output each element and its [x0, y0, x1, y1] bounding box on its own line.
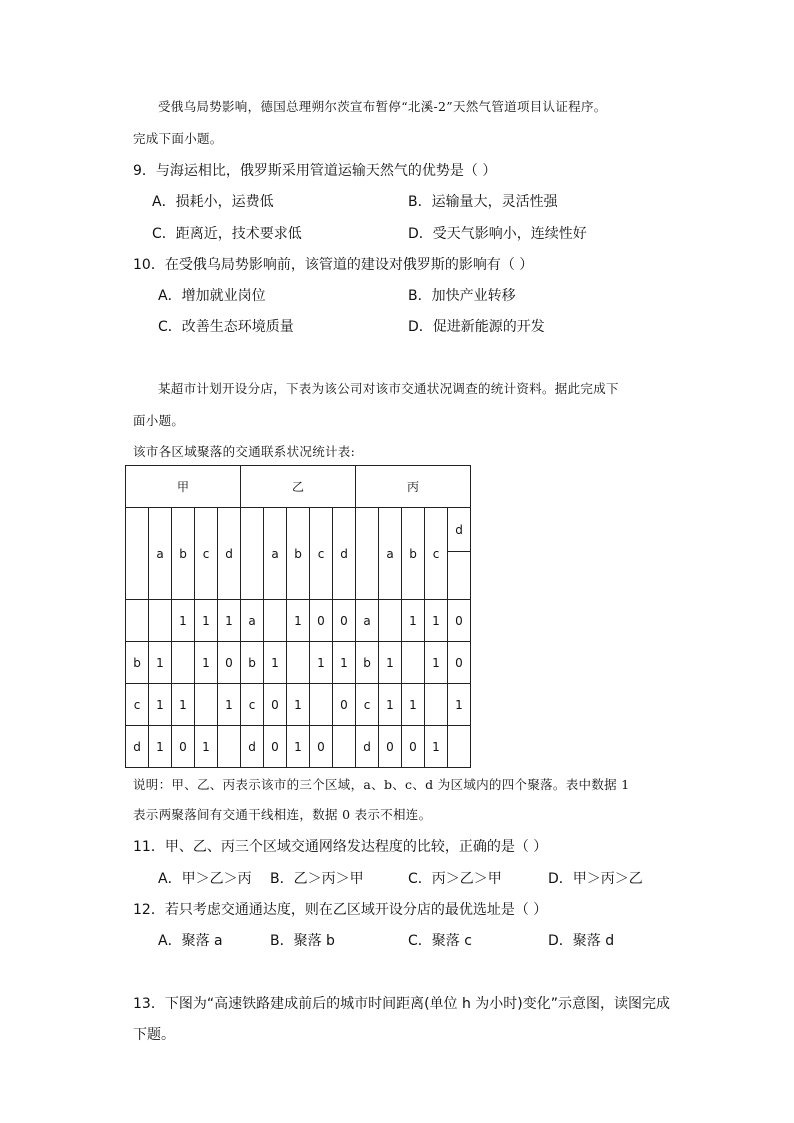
question-9-stem: 9．与海运相比，俄罗斯采用管道运输天然气的优势是（ ） [133, 163, 497, 179]
table-cell [218, 726, 241, 768]
table-cell: 0 [218, 642, 241, 684]
col-header-b: b [402, 508, 425, 600]
intro-text-line2: 完成下面小题。 [133, 131, 223, 146]
question-11-option-a[interactable]: A．甲＞乙＞丙 [158, 871, 252, 887]
table-cell: 0 [172, 726, 195, 768]
table-row [126, 600, 471, 642]
question-12-stem: 12．若只考虑交通通达度，则在乙区域开设分店的最优选址是（ ） [133, 902, 548, 918]
intro-text-line1: 受俄乌局势影响，德国总理朔尔茨宣布暂停“北溪-2”天然气管道项目认证程序。 [158, 99, 607, 114]
table-cell: 0 [310, 600, 333, 642]
table-cell: 0 [333, 600, 356, 642]
table-cell: 1 [172, 600, 195, 642]
table-cell: 1 [333, 642, 356, 684]
table-row [126, 642, 471, 684]
table-cell: b [356, 642, 379, 684]
question-9-option-c[interactable]: C．距离近，技术要求低 [152, 226, 302, 242]
table-cell: 0 [264, 726, 287, 768]
table-cell: c [126, 684, 149, 726]
table-cell [333, 726, 356, 768]
table-cell: 1 [195, 726, 218, 768]
table-cell: d [126, 726, 149, 768]
corner-cell [356, 508, 379, 600]
table-cell: 1 [149, 684, 172, 726]
table-cell: 1 [287, 726, 310, 768]
table-cell: 1 [448, 684, 471, 726]
table-cell: 1 [425, 600, 448, 642]
table-cell: c [241, 684, 264, 726]
table-cell [149, 600, 172, 642]
table-cell: 1 [402, 600, 425, 642]
table-cell: 1 [195, 600, 218, 642]
question-10-option-c[interactable]: C．改善生态环境质量 [158, 319, 294, 335]
empty-cell [448, 552, 471, 600]
table-cell: a [356, 600, 379, 642]
table-cell: 1 [287, 684, 310, 726]
table-cell: d [241, 726, 264, 768]
table-cell: 1 [425, 642, 448, 684]
table-cell: 1 [402, 684, 425, 726]
col-header-d: d [448, 508, 471, 552]
corner-cell [241, 508, 264, 600]
question-10-stem: 10．在受俄乌局势影响前，该管道的建设对俄罗斯的影响有（ ） [133, 257, 534, 273]
question-11-option-c[interactable]: C．丙＞乙＞甲 [408, 871, 502, 887]
table-cell [425, 684, 448, 726]
intro2-text-line2: 面小题。 [133, 413, 185, 428]
traffic-connection-table [125, 465, 471, 768]
table-cell: 0 [448, 642, 471, 684]
question-11-stem: 11．甲、乙、丙三个区域交通网络发达程度的比较，正确的是（ ） [133, 839, 548, 855]
table-row [126, 726, 471, 768]
table-cell [195, 684, 218, 726]
col-header-b: b [287, 508, 310, 600]
question-12-option-d[interactable]: D．聚落 d [548, 933, 615, 949]
table-cell: 1 [379, 642, 402, 684]
question-12-option-b[interactable]: B．聚落 b [270, 933, 335, 949]
table-cell: 0 [264, 684, 287, 726]
table-cell [264, 600, 287, 642]
table-cell [172, 642, 195, 684]
table-cell [126, 600, 149, 642]
region-header-bing: 丙 [356, 466, 471, 508]
table-cell [310, 684, 333, 726]
table-cell: 1 [379, 684, 402, 726]
col-header-c: c [425, 508, 448, 600]
question-13-stem-line1: 13．下图为“高速铁路建成前后的城市时间距离(单位 h 为小时)变化”示意图，读图完成 [133, 996, 671, 1012]
table-cell: 1 [218, 600, 241, 642]
table-cell: 0 [402, 726, 425, 768]
question-13-stem-line2: 下题。 [133, 1027, 175, 1043]
table-cell: 1 [172, 684, 195, 726]
table-cell: 0 [310, 726, 333, 768]
table-cell: 0 [333, 684, 356, 726]
question-10-option-d[interactable]: D．促进新能源的开发 [408, 319, 545, 335]
table-cell: b [241, 642, 264, 684]
col-header-d: d [333, 508, 356, 600]
table-cell: 1 [310, 642, 333, 684]
table-cell [448, 726, 471, 768]
table-cell: 1 [287, 600, 310, 642]
table-cell: 1 [195, 642, 218, 684]
table-cell: 1 [425, 726, 448, 768]
question-12-option-c[interactable]: C．聚落 c [408, 933, 472, 949]
col-header-a: a [379, 508, 402, 600]
question-12-option-a[interactable]: A．聚落 a [158, 933, 223, 949]
table-cell: 0 [448, 600, 471, 642]
region-header-yi: 乙 [241, 466, 356, 508]
question-9-option-d[interactable]: D．受天气影响小，连续性好 [408, 226, 587, 242]
table-cell: c [356, 684, 379, 726]
table-cell: 0 [379, 726, 402, 768]
col-header-b: b [172, 508, 195, 600]
question-11-option-b[interactable]: B．乙＞丙＞甲 [270, 871, 364, 887]
col-header-c: c [195, 508, 218, 600]
question-11-option-d[interactable]: D．甲＞丙＞乙 [548, 871, 643, 887]
table-cell [402, 642, 425, 684]
question-10-option-a[interactable]: A．增加就业岗位 [158, 288, 266, 304]
table-cell: 1 [264, 642, 287, 684]
col-header-d: d [218, 508, 241, 600]
question-10-option-b[interactable]: B．加快产业转移 [408, 288, 516, 304]
col-header-a: a [264, 508, 287, 600]
table-cell [287, 642, 310, 684]
col-header-c: c [310, 508, 333, 600]
table-body [126, 600, 471, 768]
question-9-option-a[interactable]: A．损耗小，运费低 [152, 194, 274, 210]
table-cell [379, 600, 402, 642]
corner-cell [126, 508, 149, 600]
table-cell: a [241, 600, 264, 642]
table-note-line2: 表示两聚落间有交通干线相连，数据 0 表示不相连。 [133, 807, 432, 822]
table-cell: b [126, 642, 149, 684]
table-cell: 1 [149, 726, 172, 768]
question-9-option-b[interactable]: B．运输量大，灵活性强 [408, 194, 558, 210]
table-row [126, 684, 471, 726]
intro2-text-line1: 某超市计划开设分店，下表为该公司对该市交通状况调查的统计资料。据此完成下 [158, 381, 619, 396]
table-cell: 1 [218, 684, 241, 726]
table-caption: 该市各区域聚落的交通联系状况统计表: [133, 444, 356, 459]
col-header-a: a [149, 508, 172, 600]
table-cell: d [356, 726, 379, 768]
table-note-line1: 说明：甲、乙、丙表示该市的三个区域，a、b、c、d 为区域内的四个聚落。表中数据 1 [133, 777, 630, 792]
region-header-jia: 甲 [126, 466, 241, 508]
table-cell: 1 [149, 642, 172, 684]
